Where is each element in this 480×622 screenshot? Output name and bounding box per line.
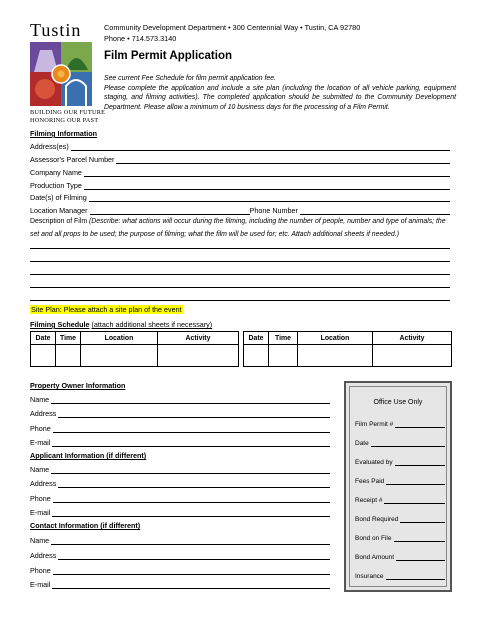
col-date: Date — [244, 332, 269, 345]
office-receipt-field[interactable]: Receipt # — [355, 496, 445, 504]
filming-info-title: Filming Information — [30, 129, 98, 138]
contact-email-field[interactable]: E-mail — [30, 579, 330, 589]
col-date: Date — [31, 332, 56, 345]
property-owner-title: Property Owner Information — [30, 381, 126, 390]
address-field[interactable]: Address(es) — [30, 141, 450, 151]
applicant-address-field[interactable]: Address — [30, 478, 330, 488]
film-description-label: Description of Film (Describe: what actions will occur during the filming, including the number of people, number and type of animals; the set and all props to be used; the purpose of filming; what the film will be used for; etc. Attach additional sheets if needed.) — [30, 218, 446, 238]
city-logo-art — [30, 42, 92, 106]
description-line-2[interactable] — [30, 261, 450, 262]
description-line-4[interactable] — [30, 287, 450, 288]
col-activity: Activity — [158, 332, 239, 345]
phone-line: Phone • 714.573.3140 — [104, 34, 177, 43]
city-logo-tagline: BUILDING OUR FUTURE HONORING OUR PAST — [30, 109, 106, 124]
col-location: Location — [81, 332, 158, 345]
owner-email-field[interactable]: E-mail — [30, 437, 330, 447]
office-use-title: Office Use Only — [373, 399, 423, 406]
description-line-1[interactable] — [30, 248, 450, 249]
office-use-panel — [344, 381, 452, 592]
contact-phone-field[interactable]: Phone — [30, 565, 330, 575]
col-time: Time — [269, 332, 298, 345]
department-header — [104, 22, 360, 44]
col-time: Time — [56, 332, 81, 345]
contact-title: Contact Information (if different) — [30, 521, 141, 530]
owner-address-field[interactable]: Address — [30, 408, 330, 418]
owner-phone-field[interactable]: Phone — [30, 423, 330, 433]
applicant-title: Applicant Information (if different) — [30, 451, 147, 460]
description-line-5[interactable] — [30, 300, 450, 301]
company-name-field[interactable]: Company Name — [30, 167, 450, 177]
site-plan-note: Site Plan: Please attach a site plan of the event — [31, 305, 182, 314]
schedule-title: Filming Schedule (attach additional sheets if necessary) — [30, 320, 213, 329]
intro-text: See current Fee Schedule for film permit application fee. Please complete the application and include a site plan (including the location of all vehicle parking, equipment staging, and filming activities). The completed application should be submitted to the Community Development Department. Please allow a minimum of 10 business days for the processing of a Film Permit. — [104, 75, 456, 111]
description-line-3[interactable] — [30, 274, 450, 275]
office-evaluated-by-field[interactable]: Evaluated by — [355, 458, 445, 466]
page-title: Film Permit Application — [104, 50, 233, 62]
office-fees-paid-field[interactable]: Fees Paid — [355, 477, 445, 485]
office-film-permit-field[interactable]: Film Permit # — [355, 420, 445, 428]
owner-name-field[interactable]: Name — [30, 394, 330, 404]
office-bond-amount-field[interactable]: Bond Amount — [355, 553, 445, 561]
applicant-phone-field[interactable]: Phone — [30, 493, 330, 503]
office-bond-on-file-field[interactable]: Bond on File — [355, 534, 445, 542]
contact-name-field[interactable]: Name — [30, 535, 330, 545]
parcel-number-field[interactable]: Assessor's Parcel Number — [30, 154, 450, 164]
production-type-field[interactable]: Production Type — [30, 180, 450, 190]
city-logo-name: Tustin — [30, 20, 82, 40]
location-manager-field[interactable]: Location Manager Phone Number — [30, 205, 450, 215]
address-line: Community Development Department • 300 Centennial Way • Tustin, CA 92780 — [104, 23, 361, 32]
applicant-name-field[interactable]: Name — [30, 464, 330, 474]
filming-dates-field[interactable]: Date(s) of Filming — [30, 192, 450, 202]
office-insurance-field[interactable]: Insurance — [355, 572, 445, 580]
office-date-field[interactable]: Date — [355, 439, 445, 447]
office-bond-required-field[interactable]: Bond Required — [355, 515, 445, 523]
col-activity: Activity — [373, 332, 452, 345]
phone-number-label: Phone Number — [249, 206, 298, 215]
col-location: Location — [298, 332, 373, 345]
filming-schedule-table — [30, 331, 452, 367]
table-row — [31, 345, 452, 367]
contact-address-field[interactable]: Address — [30, 550, 330, 560]
applicant-email-field[interactable]: E-mail — [30, 507, 330, 517]
